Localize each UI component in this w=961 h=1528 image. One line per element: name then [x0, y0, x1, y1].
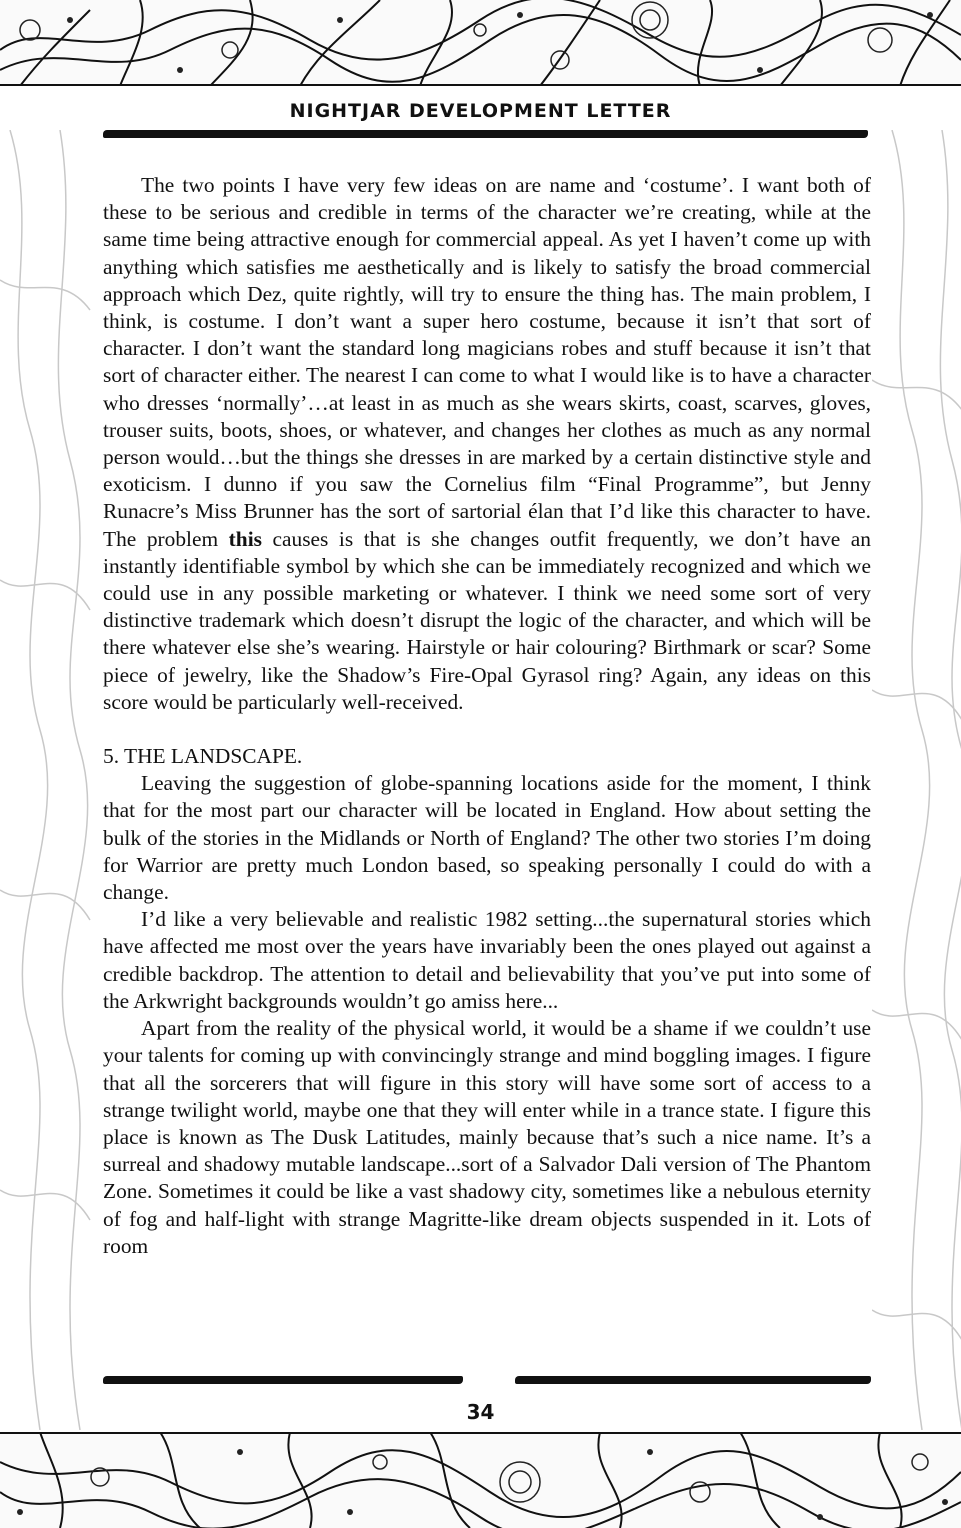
- emphasis-text: this: [228, 526, 262, 551]
- decorative-right-border-illustration: [872, 130, 961, 1430]
- paragraph: I’d like a very believable and realistic 1982 setting...the supernatural stories which have affected me most over the years have invariably been the ones played out against a credible backdrop. The attention to detail and believability that you’ve put into some of the Arkwright backgrounds wouldn’t go amiss here...: [103, 907, 871, 1013]
- page-number: 34: [466, 1400, 495, 1424]
- paragraph: Leaving the suggestion of globe-spanning locations aside for the moment, I think that for the most part our character will be located in England. How about setting the bulk of the stories in the Midlands or North of England? The other two stories I’m doing for Warrior are pretty much London based, so speaking personally I could do with a change.: [103, 771, 871, 905]
- decorative-bottom-border-illustration: [0, 1432, 961, 1528]
- paragraph: [103, 172, 871, 716]
- decorative-left-border-illustration: [0, 130, 96, 1430]
- header-divider-rule: [103, 130, 868, 138]
- footer-divider-rule-right: [515, 1376, 871, 1384]
- decorative-top-border-illustration: [0, 0, 961, 86]
- page-header-title: NIGHTJAR DEVELOPMENT LETTER: [289, 100, 672, 122]
- paragraph-text: causes is that is she changes outfit frequently, we don’t have an instantly identifiable symbol by which she can be immediately recognized and which we could use in any possible marketing or whatever. I think we need some sort of very distinctive trademark which doesn’t disrupt the logic of the character, and which will be there whatever else she’s wearing. Hairstyle or hair colouring? Birthmark or scar? Some piece of jewelry, like the Shadow’s Fire-Opal Gyrasol ring? Again, any ideas on this score would be particularly well-received.: [103, 526, 871, 714]
- footer-divider-rule-left: [103, 1376, 463, 1384]
- section-heading: 5. THE LANDSCAPE.: [103, 744, 303, 769]
- paragraph-text: The two points I have very few ideas on are name and ‘costume’. I want both of these to be serious and credible in terms of the character we’re creating, while at the same time being attractive enough for commercial appeal. As yet I haven’t come up with anything which satisfies me aesthetically and is likely to satisfy the broad commercial approach which Dez, quite rightly, will try to ensure the thing has. The main problem, I think, is costume. I don’t want a super hero costume, because it isn’t that sort of character. I don’t want the standard long magicians robes and stuff because it isn’t that sort of character either. The nearest I can come to what I would like is to have a character who dresses ‘normally’…at least in as much as she wears skirts, coast, scarves, gloves, trouser suits, boots, shoes, or whatever, and changes her clothes as much as any normal person would…but the things she dresses in are marked by a certain distinctive style and exoticism. I dunno if you saw the Cornelius film “Final Programme”, but Jenny Runacre’s Miss Brunner has the sort of sartorial élan that I’d like this character to have. The problem: [103, 173, 871, 551]
- paragraph: Apart from the reality of the physical world, it would be a shame if we couldn’t use your talents for coming up with convincingly strange and mind boggling images. I figure that all the sorcerers that will figure in this story will have some sort of access to a strange twilight world, maybe one that they will enter while in a trance state. I figure this place is known as The Dusk Latitudes, mainly because that’s such a nice name. It’s a surreal and shadowy mutable landscape...sort of a Salvador Dali version of The Phantom Zone. Sometimes it could be like a vast shadowy city, sometimes like a nebulous eternity of fog and half-light with strange Magritte-like dream objects suspended in it. Lots of room: [103, 1016, 871, 1258]
- letter-body: [103, 172, 871, 1260]
